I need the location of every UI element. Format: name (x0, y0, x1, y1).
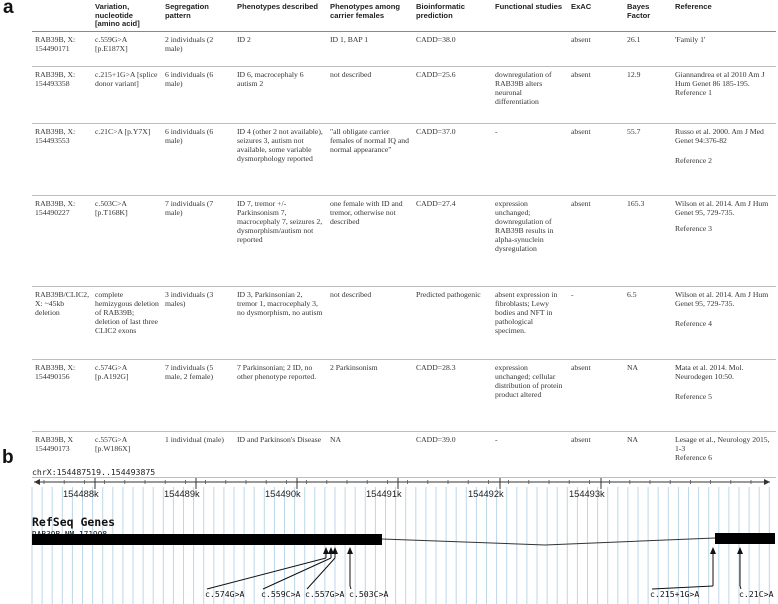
cell-bayes: 12.9 (627, 69, 641, 79)
cell-bayes: 55.7 (627, 126, 641, 136)
variant-arrowhead-icon (710, 547, 716, 554)
variant-arrowhead-icon (323, 547, 329, 554)
cell-exac: absent (571, 126, 591, 136)
cell-carrier-phenotypes: not described (330, 69, 372, 79)
reference-citation: Giannandrea et al 2010 Am J Hum Genet 86 185-195. (675, 69, 765, 88)
panel-a-letter: a (3, 0, 14, 18)
intron-line (382, 538, 715, 545)
reference-citation: Russo et al. 2000. Am J Med Genet 94:376-82 (675, 126, 764, 145)
col-bayes: Bayes Factor (627, 2, 651, 20)
cell-variation: complete hemizygous deletion of RAB39B; deletion of last three CLIC2 exons (95, 289, 159, 335)
cell-variation: c.503C>A [p.T168K] (95, 198, 128, 217)
cell-prediction: CADD=38.0 (416, 34, 456, 44)
cell-bayes: 165.3 (627, 198, 645, 208)
cell-functional: - (495, 126, 498, 136)
cell-exac: absent (571, 69, 591, 79)
cell-gene-position: RAB39B, X 154490173 (35, 434, 74, 453)
cell-prediction: Predicted pathogenic (416, 289, 481, 299)
cell-segregation: 7 individuals (5 male, 2 female) (165, 362, 214, 381)
cell-segregation: 6 individuals (6 male) (165, 69, 214, 88)
cell-phenotypes: ID and Parkinson's Disease (237, 434, 322, 444)
col-variation: Variation, nucleotide [amino acid] (95, 2, 140, 28)
cell-functional: expression unchanged; cellular distribution of protein product altered (495, 362, 563, 399)
cell-phenotypes: ID 7, tremor +/- Parkinsonism 7, macrocephaly 7, seizures 2, dysmorphism/autism not reported (237, 198, 323, 244)
reference-number: Reference 2 (675, 155, 712, 165)
ruler-tick-labels (44, 478, 751, 499)
cell-exac: absent (571, 198, 591, 208)
variant-leader-line (207, 558, 326, 589)
cell-functional: expression unchanged; downregulation of RAB39B results in alpha-synuclein dysregulation (495, 198, 554, 253)
track-title: RefSeq Genes (32, 515, 116, 529)
cell-phenotypes: ID 2 (237, 34, 251, 44)
variant-label: c.215+1G>A (650, 589, 700, 599)
cell-segregation: 3 individuals (3 males) (165, 289, 214, 308)
ruler-tick-label: 154489k (164, 489, 200, 499)
cell-carrier-phenotypes: one female with ID and tremor, otherwise not described (330, 198, 403, 226)
ruler-tick-label: 154490k (265, 489, 301, 499)
reference-citation: 'Family 1' (675, 34, 706, 44)
cell-prediction: CADD=27.4 (416, 198, 456, 208)
coordinate-ruler (34, 479, 770, 485)
cell-carrier-phenotypes: ID 1, BAP 1 (330, 34, 369, 44)
reference-citation: Wilson et al. 2014. Am J Hum Genet 95, 729-735. (675, 198, 769, 217)
cell-bayes: NA (627, 434, 639, 444)
cell-prediction: CADD=37.0 (416, 126, 456, 136)
cell-variation: c.557G>A [p.W186X] (95, 434, 131, 453)
cell-phenotypes: ID 6, macrocephaly 6 autism 2 (237, 69, 304, 88)
variant-arrowhead-icon (347, 547, 353, 554)
ruler-left-arrow-icon (34, 479, 40, 485)
cell-exac: absent (571, 434, 591, 444)
cell-bayes: NA (627, 362, 639, 372)
cell-gene-position: RAB39B, X: 154490156 (35, 362, 76, 381)
cell-carrier-phenotypes: "all obligate carrier females of normal IQ and normal appearance" (330, 126, 409, 154)
reference-number: Reference 6 (675, 452, 712, 462)
ruler-tick-label: 154492k (468, 489, 504, 499)
col-segregation: Segregation pattern (165, 2, 209, 20)
cell-segregation: 2 individuals (2 male) (165, 34, 214, 53)
cell-gene-position: RAB39B, X: 154493358 (35, 69, 76, 88)
variant-arrowhead-icon (737, 547, 743, 554)
cell-gene-position: RAB39B, X: 154490171 (35, 34, 76, 53)
cell-functional: downregulation of RAB39B alters neuronal differentiation (495, 69, 552, 106)
cell-carrier-phenotypes: NA (330, 434, 342, 444)
cell-bayes: 6.5 (627, 289, 637, 299)
cell-variation: c.215+1G>A [splice donor variant] (95, 69, 158, 88)
ruler-tick-label: 154488k (63, 489, 99, 499)
cell-exac: - (571, 289, 574, 299)
cell-segregation: 7 individuals (7 male) (165, 198, 214, 217)
panel-b-letter: b (2, 447, 14, 468)
cell-phenotypes: ID 3, Parkinsonian 2, tremor 1, macrocephaly 3, no dysmorphism, no autism (237, 289, 323, 317)
cell-carrier-phenotypes: not described (330, 289, 372, 299)
cell-phenotypes: ID 4 (other 2 not available), seizures 3, autism not available, some variable dysmorphology reported (237, 126, 323, 163)
coordinate-gridlines (32, 487, 769, 604)
variant-label: c.503C>A (349, 589, 389, 599)
cell-phenotypes: 7 Parkinsonian; 2 ID, no other phenotype reported. (237, 362, 317, 381)
reference-number: Reference 4 (675, 318, 712, 328)
reference-number: Reference 1 (675, 87, 712, 97)
col-carrier-phenotypes: Phenotypes among carrier females (330, 2, 401, 20)
cell-exac: absent (571, 34, 591, 44)
reference-citation: Wilson et al. 2014. Am J Hum Genet 95, 729-735. (675, 289, 769, 308)
cell-gene-position: RAB39B/CLIC2, X: ~45kb deletion (35, 289, 90, 317)
ruler-right-arrow-icon (764, 479, 770, 485)
variant-label: c.574G>A (205, 589, 245, 599)
col-exac: ExAC (571, 2, 592, 11)
cell-prediction: CADD=28.3 (416, 362, 456, 372)
reference-number: Reference 3 (675, 223, 712, 233)
col-phenotypes: Phenotypes described (237, 2, 319, 11)
exon-block-3prime (32, 534, 382, 545)
cell-carrier-phenotypes: 2 Parkinsonism (330, 362, 378, 372)
variant-arrowhead-icon (332, 547, 338, 554)
variant-label: c.21C>A (739, 589, 774, 599)
col-reference: Reference (675, 2, 712, 11)
cell-exac: absent (571, 362, 591, 372)
col-functional: Functional studies (495, 2, 563, 11)
cell-variation: c.21C>A [p.Y7X] (95, 126, 151, 136)
cell-variation: c.574G>A [p.A192G] (95, 362, 129, 381)
ruler-tick-label: 154491k (366, 489, 402, 499)
cell-prediction: CADD=25.6 (416, 69, 456, 79)
cell-prediction: CADD=39.0 (416, 434, 456, 444)
cell-segregation: 1 individual (male) (165, 434, 224, 444)
reference-citation: Mata et al. 2014. Mol. Neurodegen 10:50. (675, 362, 744, 381)
cell-functional: absent expression in fibroblasts; Lewy bodies and NFT in pathological specimen. (495, 289, 558, 335)
cell-segregation: 6 individuals (6 male) (165, 126, 214, 145)
region-label: chrX:154487519..154493875 (32, 467, 156, 477)
cell-bayes: 26.1 (627, 34, 641, 44)
variant-label: c.559C>A (261, 589, 301, 599)
ruler-tick-label: 154493k (569, 489, 605, 499)
cell-functional: - (495, 434, 498, 444)
col-prediction: Bioinformatic prediction (416, 2, 465, 20)
cell-gene-position: RAB39B, X: 154493553 (35, 126, 76, 145)
variant-label: c.557G>A (305, 589, 345, 599)
cell-variation: c.559G>A [p.E187X] (95, 34, 128, 53)
reference-citation: Lesage et al., Neurology 2015, 1-3 (675, 434, 770, 453)
reference-number: Reference 5 (675, 391, 712, 401)
exon-block-5prime (715, 533, 775, 544)
cell-gene-position: RAB39B, X: 154490227 (35, 198, 76, 217)
